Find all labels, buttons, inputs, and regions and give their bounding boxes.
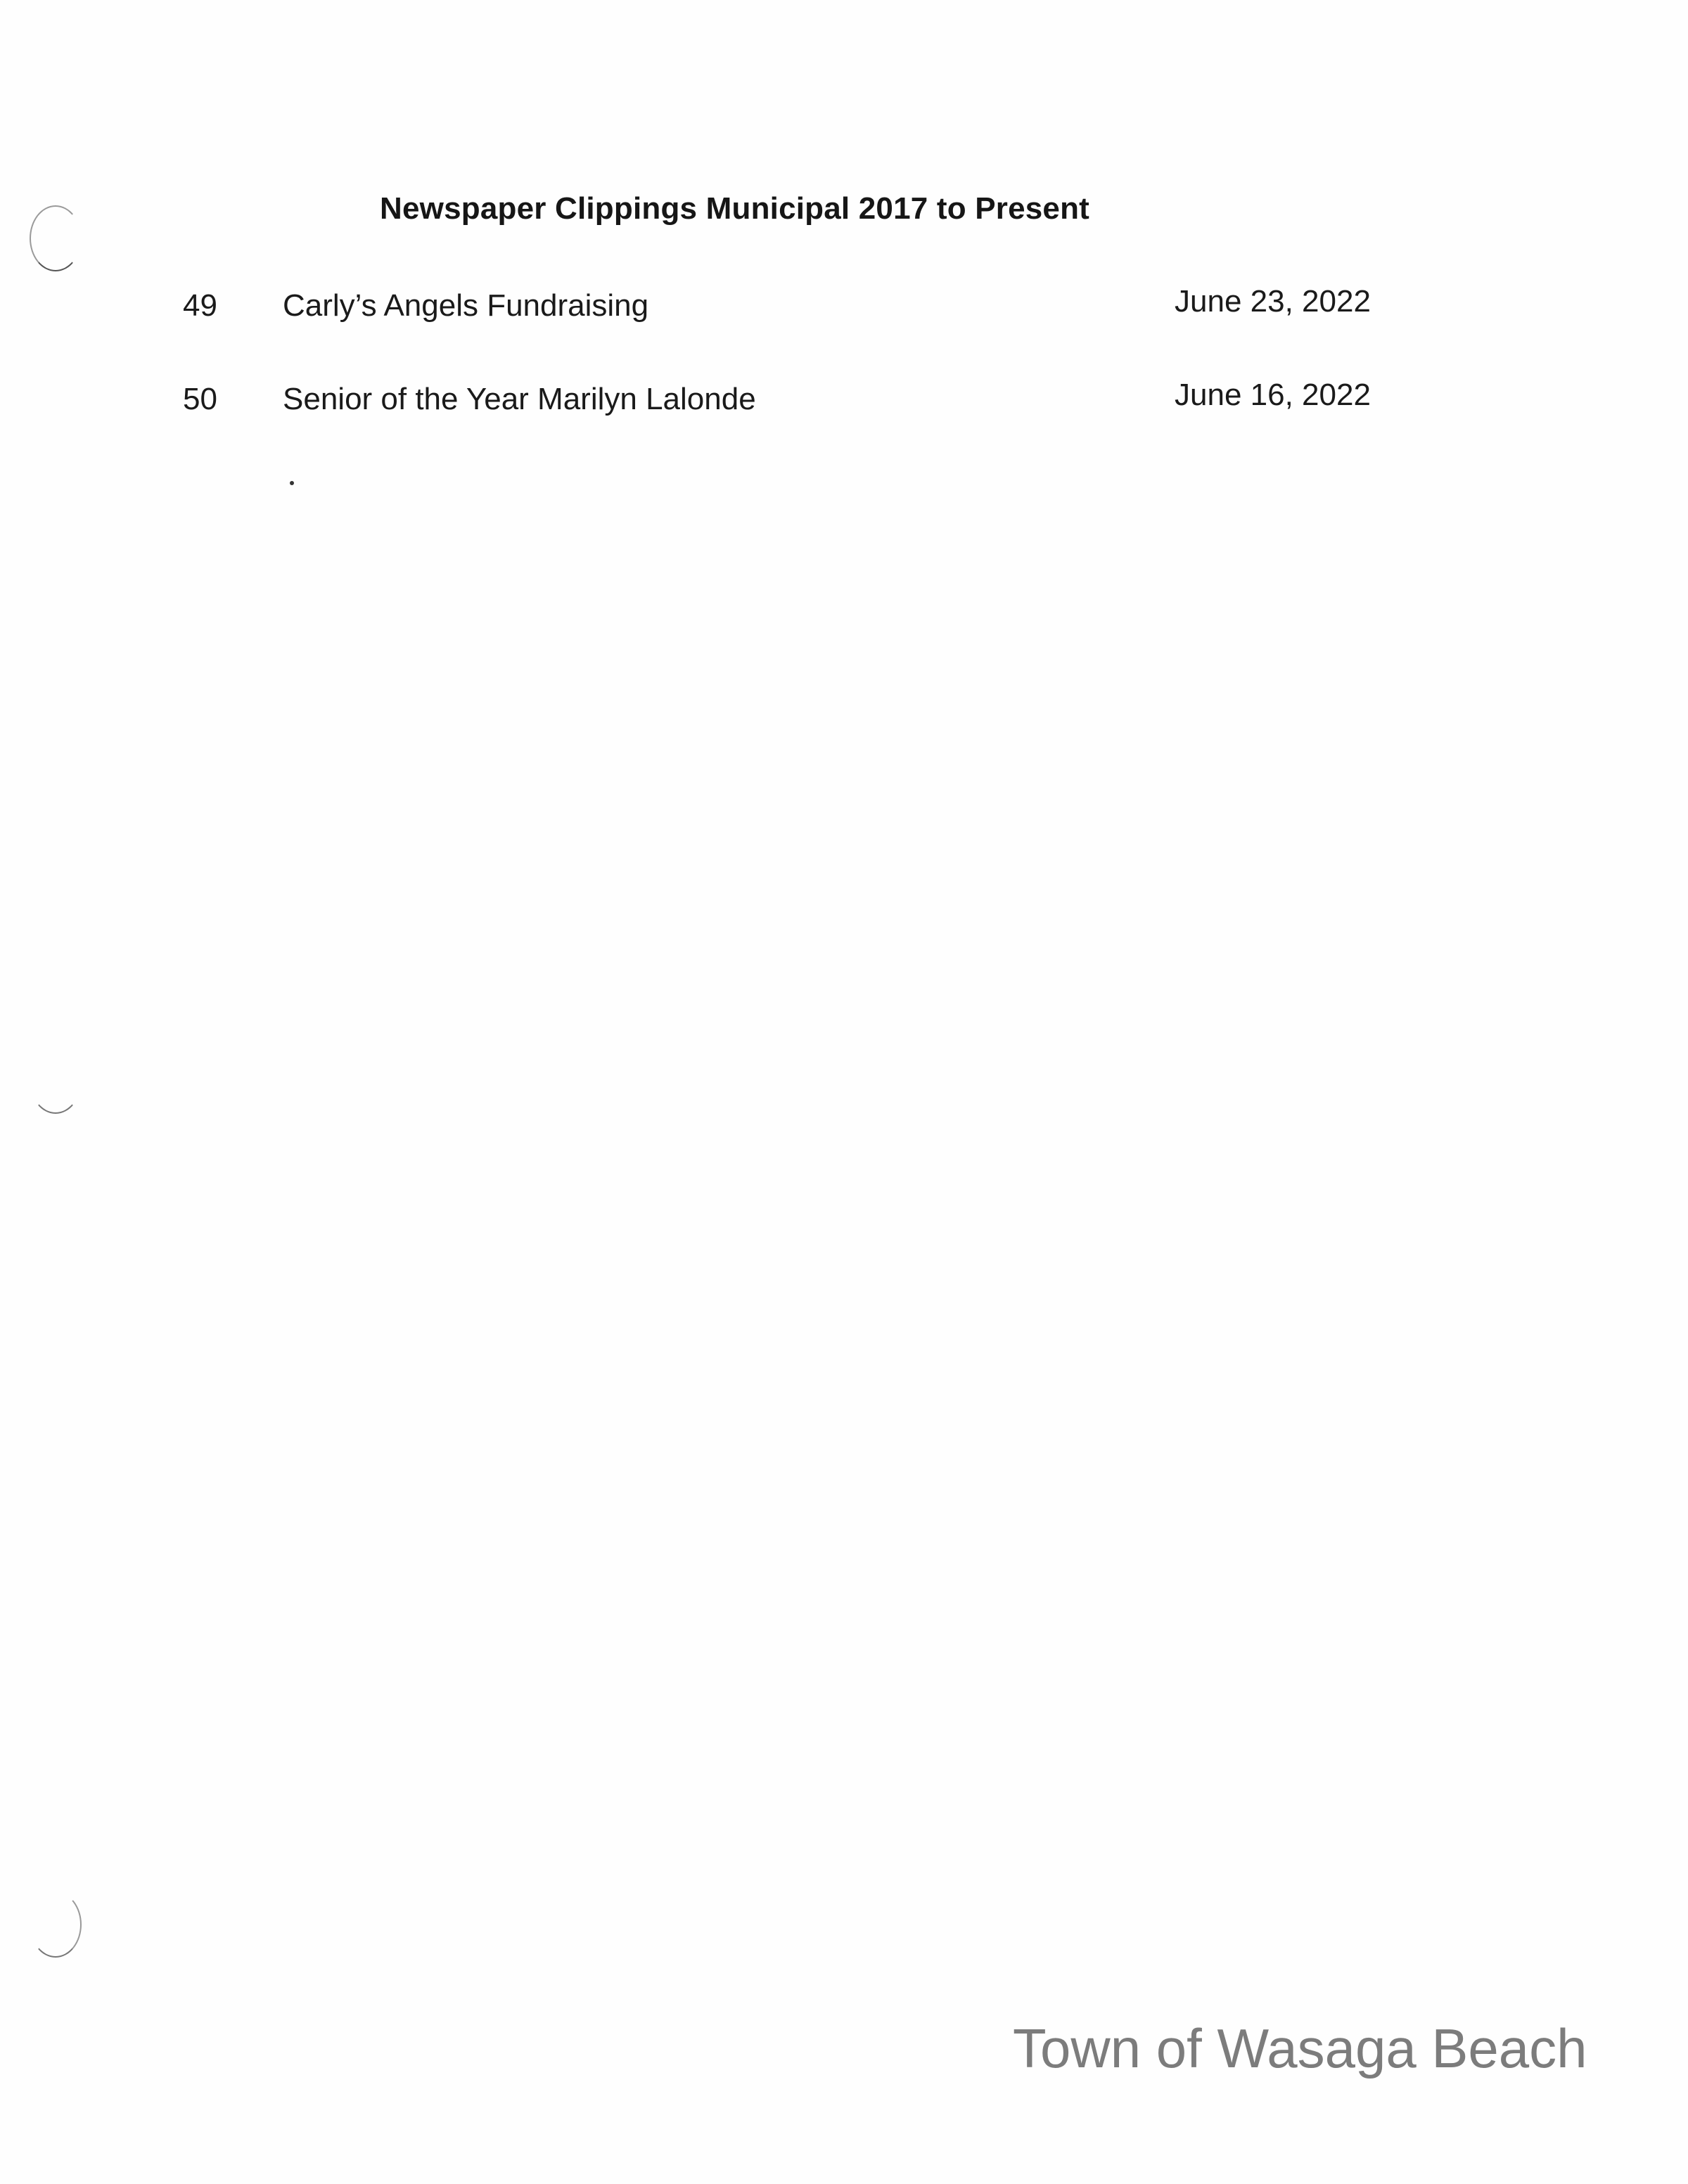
page-title: Newspaper Clippings Municipal 2017 to Present: [380, 191, 1090, 226]
watermark: Town of Wasaga Beach: [1013, 2017, 1587, 2079]
entry-description: Senior of the Year Marilyn Lalonde: [283, 382, 756, 416]
binder-hole-mark: [30, 205, 82, 271]
list-item: [0, 378, 1688, 424]
entry-date: June 23, 2022: [1175, 284, 1371, 319]
entry-date: June 16, 2022: [1175, 378, 1371, 412]
binder-hole-mark: [30, 1048, 82, 1114]
list-item: [0, 284, 1688, 330]
entry-number: 49: [183, 288, 217, 323]
scan-speck: [290, 481, 294, 485]
entry-number: 50: [183, 382, 217, 416]
binder-hole-mark: [30, 1891, 82, 1958]
entry-description: Carly’s Angels Fundraising: [283, 288, 649, 323]
